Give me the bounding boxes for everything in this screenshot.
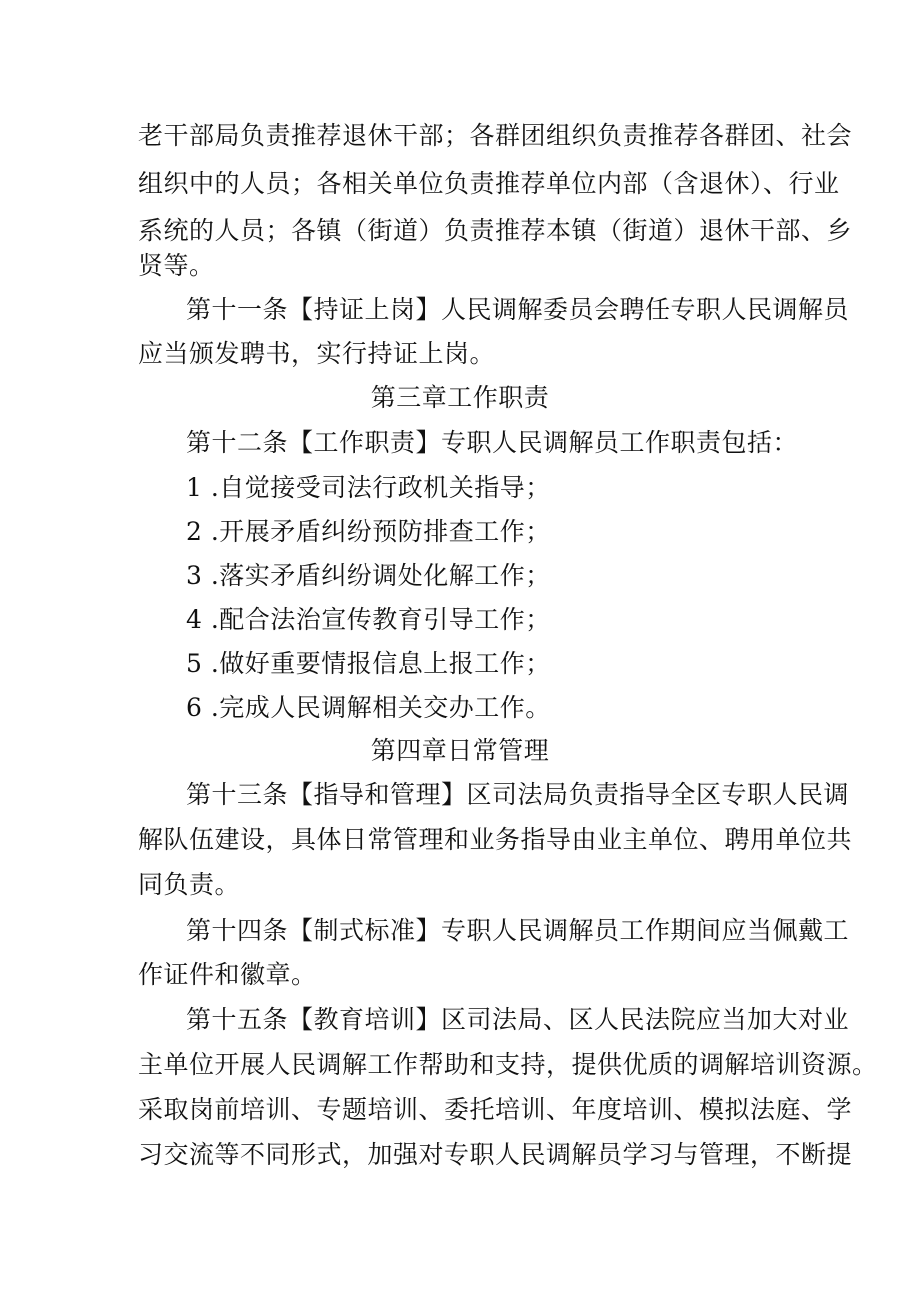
- duty-item-6: 6 .完成人民调解相关交办工作。: [186, 693, 551, 722]
- article-15-line-3: 采取岗前培训、专题培训、委托培训、年度培训、模拟法庭、学: [138, 1095, 853, 1124]
- article-14-line-2: 作证件和徽章。: [138, 960, 317, 989]
- article-13-line-1: 第十三条【指导和管理】区司法局负责指导全区专职人民调: [186, 780, 850, 809]
- article-15-line-4: 习交流等不同形式，加强对专职人民调解员学习与管理，不断提: [138, 1140, 853, 1169]
- article-13-line-2: 解队伍建设，具体日常管理和业务指导由业主单位、聘用单位共: [138, 825, 853, 854]
- paragraph-line: 老干部局负责推荐退休干部；各群团组织负责推荐各群团、社会: [138, 121, 853, 150]
- duty-item-3: 3 .落实矛盾纠纷调处化解工作；: [186, 561, 551, 590]
- article-11-line-1: 第十一条【持证上岗】人民调解委员会聘任专职人民调解员: [186, 295, 850, 324]
- duty-item-1: 1 .自觉接受司法行政机关指导；: [186, 473, 551, 502]
- article-12-intro: 第十二条【工作职责】专职人民调解员工作职责包括：: [186, 428, 799, 457]
- duty-item-2: 2 .开展矛盾纠纷预防排查工作；: [186, 517, 551, 546]
- article-15-line-2: 主单位开展人民调解工作帮助和支持，提供优质的调解培训资源。: [138, 1050, 878, 1079]
- chapter-4-heading: 第四章日常管理: [370, 736, 550, 765]
- article-15-line-1: 第十五条【教育培训】区司法局、区人民法院应当加大对业: [186, 1005, 850, 1034]
- article-14-line-1: 第十四条【制式标准】专职人民调解员工作期间应当佩戴工: [186, 916, 850, 945]
- article-13-line-3: 同负责。: [138, 870, 241, 899]
- paragraph-line: 组织中的人员；各相关单位负责推荐单位内部（含退休）、行业: [138, 169, 840, 198]
- paragraph-line: 系统的人员；各镇（街道）负责推荐本镇（街道）退休干部、乡: [138, 216, 853, 245]
- duty-item-4: 4 .配合法治宣传教育引导工作；: [186, 605, 551, 634]
- article-11-line-2: 应当颁发聘书，实行持证上岗。: [138, 339, 496, 368]
- duty-item-5: 5 .做好重要情报信息上报工作；: [186, 649, 551, 678]
- paragraph-line: 贤等。: [138, 251, 215, 280]
- chapter-3-heading: 第三章工作职责: [370, 383, 550, 412]
